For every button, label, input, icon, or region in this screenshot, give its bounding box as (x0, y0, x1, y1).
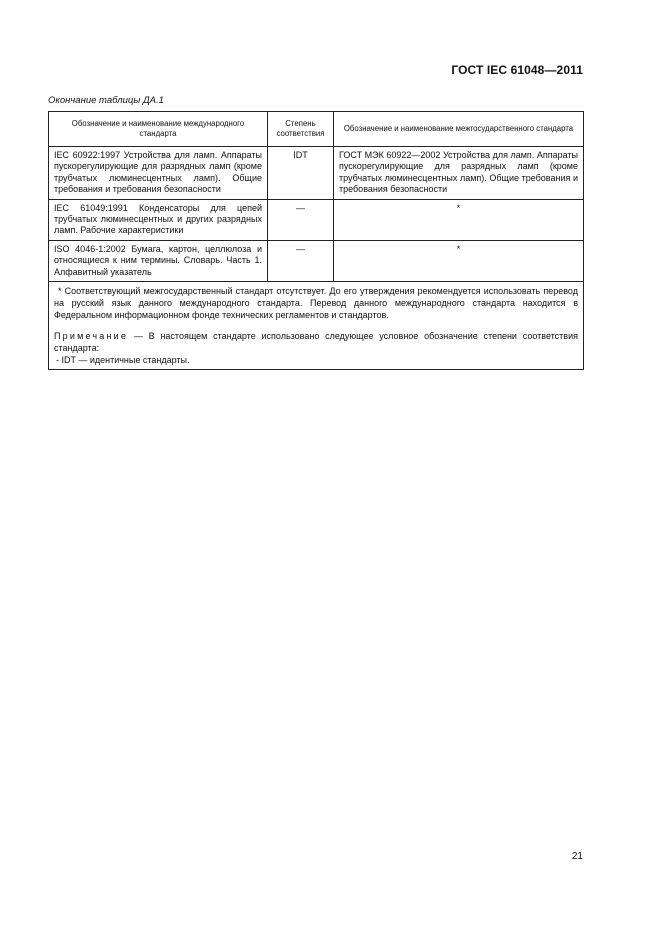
cell-interstate-standard: * (334, 199, 584, 240)
column-header-degree: Степень соответствия (268, 112, 334, 147)
table-footer-row (49, 282, 584, 370)
footnote: * Соответствующий межгосударственный стандарт отсутствует. До его утверждения рекомендуется использовать перевод на русский язык данного международного стандарта. Перевод данного международного стандарта находится в Федеральном информационном фонде технических регламентов и стандартов. (54, 286, 578, 321)
note-paragraph (54, 330, 578, 354)
note-label: Примечание (54, 331, 129, 342)
table-notes (49, 282, 584, 370)
cell-interstate-standard: * (334, 240, 584, 281)
cell-interstate-standard: ГОСТ МЭК 60922—2002 Устройства для ламп. Аппараты пускорегулирующие для разрядных ламп (кроме трубчатых люминесцентных ламп). Общие требования и требования безопасности (334, 147, 584, 200)
table-row (49, 199, 584, 240)
page-number: 21 (571, 851, 583, 862)
note-text: — В настоящем стандарте использовано следующее условное обозначение степени соответствия стандарта: (54, 331, 578, 354)
note-list-item: - IDT — идентичные стандарты. (56, 355, 190, 366)
table-header-row (49, 112, 584, 147)
table-row (49, 240, 584, 281)
column-header-interstate: Обозначение и наименование межгосударственного стандарта (334, 112, 584, 147)
table-caption: Окончание таблицы ДА.1 (48, 95, 164, 106)
cell-international-standard: ISO 4046-1:2002 Бумага, картон, целлюлоза и относящиеся к ним термины. Словарь. Часть 1. Алфавитный указатель (49, 240, 268, 281)
cell-degree: — (268, 240, 334, 281)
cell-degree: IDT (268, 147, 334, 200)
cell-international-standard: IEC 60922:1997 Устройства для ламп. Аппараты пускорегулирующие для разрядных ламп (кроме трубчатых люминесцентных ламп). Общие требования и требования безопасности (49, 147, 268, 200)
cell-international-standard: IEC 61049:1991 Конденсаторы для цепей трубчатых люминесцентных и других разрядных ламп. Рабочие характеристики (49, 199, 268, 240)
table-row (49, 147, 584, 200)
correspondence-table (48, 111, 584, 370)
column-header-international: Обозначение и наименование международного стандарта (49, 112, 268, 147)
document-header: ГОСТ IEC 61048—2011 (451, 63, 583, 77)
cell-degree: — (268, 199, 334, 240)
